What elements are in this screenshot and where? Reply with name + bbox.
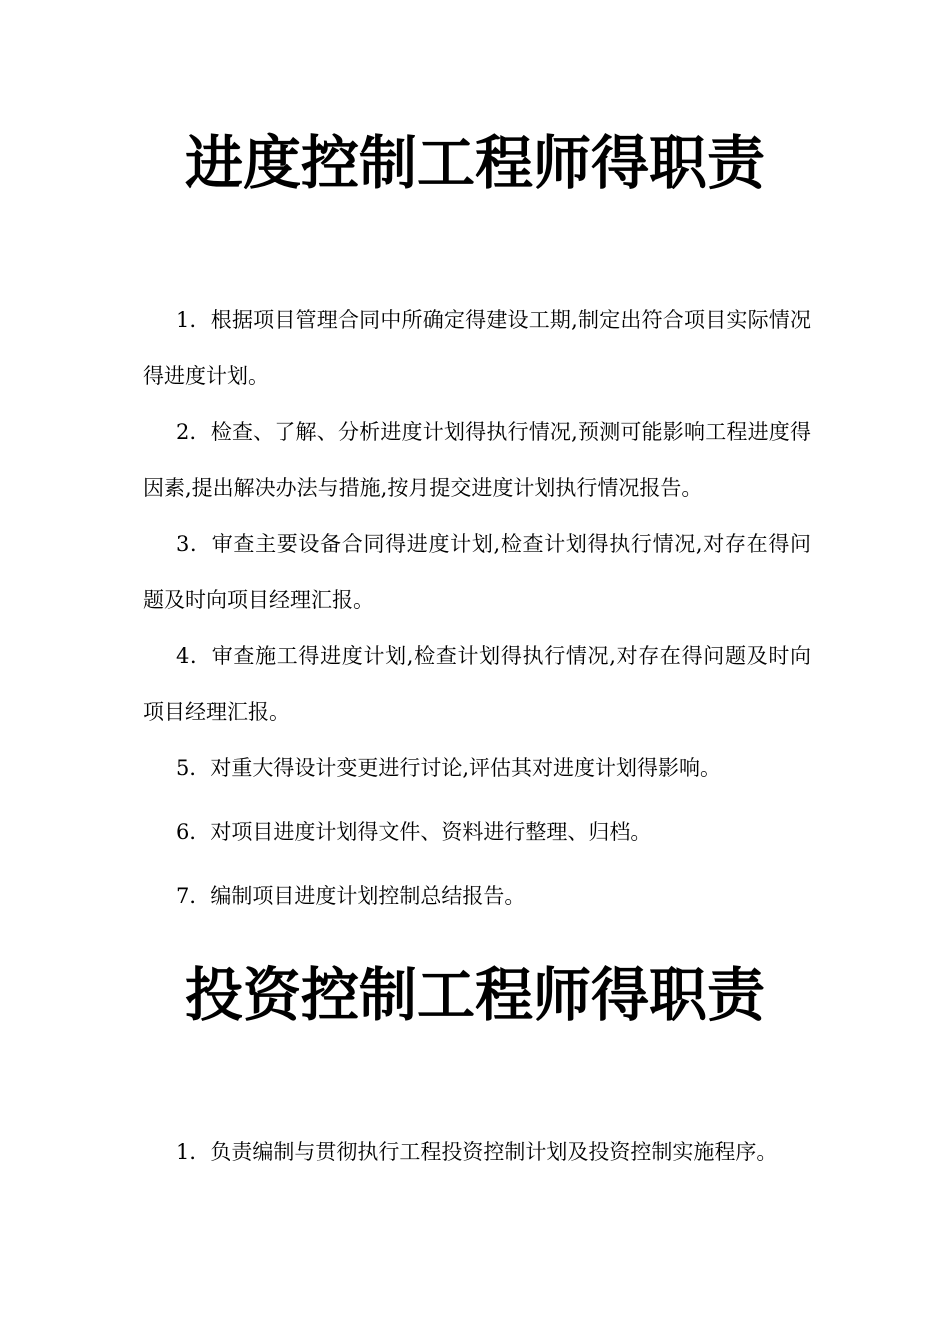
duty-item: 7．编制项目进度计划控制总结报告。 (176, 884, 526, 908)
duty-item: 6．对项目进度计划得文件、资料进行整理、归档。 (176, 820, 652, 844)
section-title-schedule-control: 进度控制工程师得职责 (184, 129, 765, 197)
duty-item: 1．根据项目管理合同中所确定得建设工期,制定出符合项目实际情况得进度计划。 (143, 308, 811, 388)
duty-item: 4．审查施工得进度计划,检查计划得执行情况,对存在得问题及时向项目经理汇报。 (143, 644, 811, 724)
section-title-investment-control: 投资控制工程师得职责 (184, 961, 765, 1029)
duty-item: 2．检查、了解、分析进度计划得执行情况,预测可能影响工程进度得因素,提出解决办法与措施,按月提交进度计划执行情况报告。 (143, 420, 811, 500)
duty-item: 3．审查主要设备合同得进度计划,检查计划得执行情况,对存在得问题及时向项目经理汇报。 (143, 532, 811, 612)
duty-item: 5．对重大得设计变更进行讨论,评估其对进度计划得影响。 (176, 756, 722, 780)
duty-item: 1．负责编制与贯彻执行工程投资控制计划及投资控制实施程序。 (176, 1140, 778, 1164)
